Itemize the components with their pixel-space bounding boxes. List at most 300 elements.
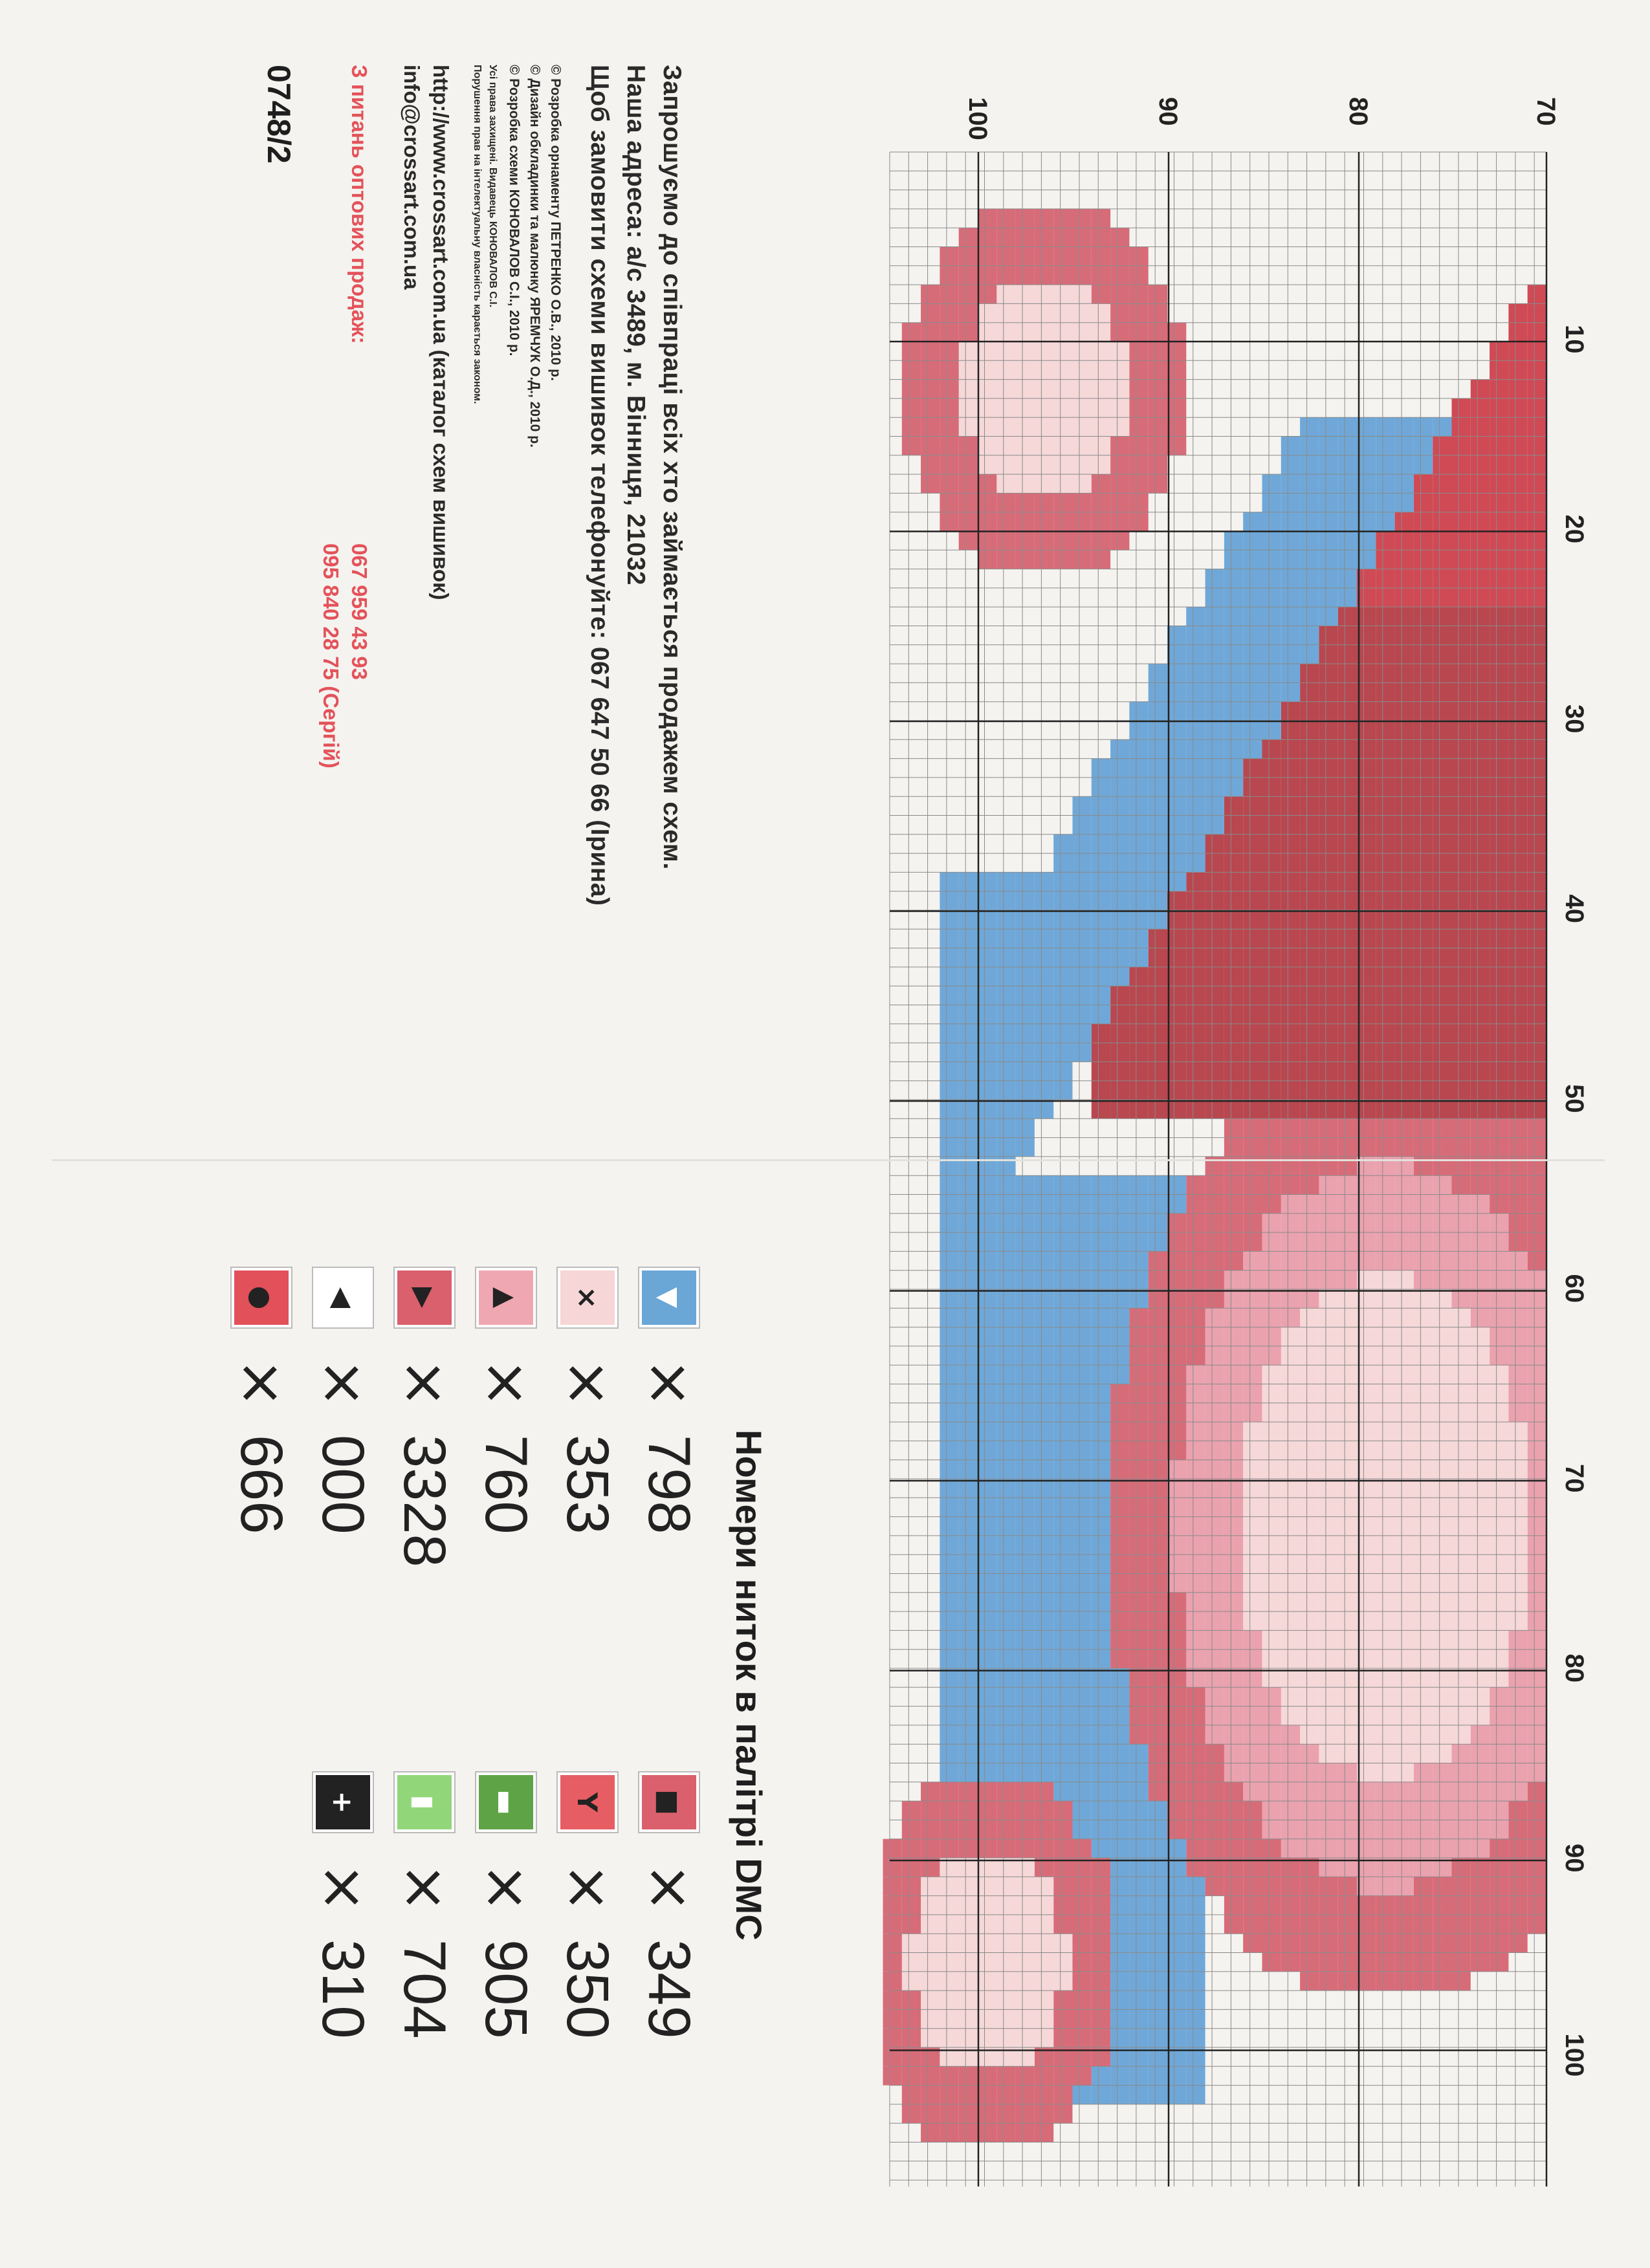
stitch-cell — [1167, 323, 1186, 342]
stitch-cell — [1319, 1081, 1337, 1100]
stitch-cell — [1035, 1043, 1053, 1062]
stitch-cell — [1129, 1327, 1148, 1346]
stitch-cell — [1243, 1498, 1262, 1516]
stitch-cell — [1281, 1915, 1300, 1934]
stitch-cell — [1167, 1574, 1186, 1593]
stitch-cell — [1092, 1687, 1110, 1706]
copyright-scheme: © Розробка схеми КОНОВАЛОВ С.І., 2010 р. — [507, 65, 522, 356]
stitch-cell — [1092, 1403, 1110, 1422]
stitch-cell — [1186, 1554, 1205, 1573]
stitch-cell — [1035, 967, 1053, 986]
stitch-cell — [902, 1990, 921, 2009]
stitch-cell — [1205, 948, 1224, 967]
stitch-cell — [959, 1934, 978, 1952]
stitch-cell — [1129, 1024, 1148, 1043]
stitch-cell — [1319, 948, 1337, 967]
stitch-cell — [1073, 1820, 1092, 1838]
stitch-cell — [1338, 645, 1357, 664]
stitch-cell — [1110, 1175, 1129, 1194]
stitch-cell — [1471, 682, 1490, 701]
stitch-cell — [940, 1308, 958, 1327]
stitch-cell — [1319, 417, 1337, 436]
stitch-cell — [1092, 1650, 1110, 1668]
stitch-cell — [1471, 721, 1490, 739]
stitch-cell — [921, 1896, 940, 1915]
address-text: Наша адреса: а/с 3489, м. Вінниця, 21032 — [622, 65, 650, 585]
stitch-cell — [978, 1763, 996, 1782]
stitch-cell — [959, 2009, 978, 2028]
stitch-cell — [1414, 1801, 1433, 1820]
stitch-cell — [978, 1118, 996, 1137]
stitch-cell — [921, 437, 940, 455]
stitch-cell — [1186, 929, 1205, 948]
stitch-cell — [1452, 664, 1471, 682]
stitch-cell — [1376, 1725, 1394, 1744]
stitch-cell — [1167, 1365, 1186, 1384]
stitch-cell — [1053, 1820, 1072, 1838]
stitch-cell — [1281, 1005, 1300, 1024]
stitch-cell — [940, 1687, 958, 1706]
stitch-cell — [1414, 1782, 1433, 1801]
stitch-cell — [1262, 664, 1281, 682]
legend-dmc-code: 000 — [310, 1435, 376, 1534]
stitch-cell — [1376, 1953, 1394, 1972]
stitch-cell — [1357, 474, 1376, 493]
stitch-cell — [996, 1005, 1015, 1024]
stitch-cell — [1319, 1138, 1337, 1157]
invitation-text: Запрошуємо до співпраці всіх хто займається продажем схем. — [658, 65, 686, 870]
stitch-cell — [1129, 342, 1148, 360]
stitch-cell — [940, 1460, 958, 1479]
stitch-cell — [1205, 834, 1224, 853]
stitch-cell — [1490, 1687, 1508, 1706]
stitch-cell — [1092, 1915, 1110, 1934]
legend-row — [553, 1268, 622, 1534]
stitch-cell — [902, 437, 921, 455]
stitch-cell — [1357, 1896, 1376, 1915]
stitch-cell — [1376, 948, 1394, 967]
stitch-cell — [1376, 682, 1394, 701]
stitch-cell — [1224, 1554, 1243, 1573]
stitch-cell — [1243, 948, 1262, 967]
stitch-cell — [978, 1554, 996, 1573]
stitch-cell — [1433, 1554, 1451, 1573]
stitch-cell — [978, 1365, 996, 1384]
stitch-cell — [1262, 1801, 1281, 1820]
stitch-cell — [978, 380, 996, 398]
stitch-cell — [1035, 1536, 1053, 1554]
stitch-cell — [1528, 1422, 1546, 1441]
stitch-cell — [959, 1877, 978, 1895]
stitch-cell — [1073, 1289, 1092, 1308]
stitch-cell — [1319, 1896, 1337, 1915]
stitch-cell — [1528, 569, 1546, 588]
stitch-cell — [1149, 1327, 1167, 1346]
stitch-cell — [1149, 816, 1167, 834]
stitch-cell — [1319, 1346, 1337, 1365]
stitch-cell — [921, 1839, 940, 1858]
stitch-cell — [1110, 1403, 1129, 1422]
stitch-cell — [1186, 853, 1205, 872]
stitch-cell — [1395, 1403, 1414, 1422]
stitch-cell — [1471, 1877, 1490, 1895]
stitch-cell — [1433, 1251, 1451, 1270]
stitch-cell — [1186, 1650, 1205, 1668]
stitch-cell — [1016, 417, 1035, 436]
stitch-cell — [1414, 550, 1433, 569]
stitch-cell — [1167, 398, 1186, 417]
stitch-cell — [1129, 1820, 1148, 1838]
stitch-cell — [1016, 2066, 1035, 2085]
stitch-cell — [978, 872, 996, 891]
stitch-cell — [1262, 1706, 1281, 1725]
stitch-cell — [1016, 1081, 1035, 1100]
stitch-cell — [1319, 1100, 1337, 1118]
stitch-cell — [1224, 739, 1243, 758]
stitch-cell — [1395, 569, 1414, 588]
stitch-cell — [1167, 1479, 1186, 1498]
stitch-cell — [1395, 1554, 1414, 1573]
stitch-cell — [1508, 607, 1527, 626]
stitch-cell — [1528, 1650, 1546, 1668]
stitch-cell — [978, 1005, 996, 1024]
stitch-cell — [940, 247, 958, 266]
stitch-cell — [1452, 1308, 1471, 1327]
stitch-cell — [1490, 872, 1508, 891]
stitch-cell — [1319, 739, 1337, 758]
stitch-cell — [1167, 739, 1186, 758]
stitch-cell — [1205, 1763, 1224, 1782]
stitch-cell — [1186, 1005, 1205, 1024]
legend-times-sign: × — [390, 1862, 459, 1913]
stitch-cell — [1338, 986, 1357, 1005]
stitch-cell — [1073, 303, 1092, 322]
stitch-cell — [1338, 1289, 1357, 1308]
stitch-cell — [940, 285, 958, 303]
stitch-cell — [1319, 986, 1337, 1005]
stitch-cell — [1376, 1062, 1394, 1080]
stitch-cell — [1129, 247, 1148, 266]
stitch-cell — [1186, 2009, 1205, 2028]
stitch-cell — [1414, 1384, 1433, 1403]
stitch-cell — [959, 2104, 978, 2123]
stitch-cell — [1129, 778, 1148, 796]
stitch-cell — [1110, 474, 1129, 493]
stitch-cell — [1129, 1593, 1148, 1611]
stitch-cell — [978, 455, 996, 474]
stitch-cell — [940, 1554, 958, 1573]
stitch-cell — [1471, 1289, 1490, 1308]
stitch-cell — [940, 929, 958, 948]
rights-law-text: Порушення прав на інтелектуальну власність карається законом. — [472, 65, 483, 404]
stitch-cell — [1300, 1384, 1319, 1403]
legend-swatch: + — [313, 1772, 373, 1832]
stitch-cell — [996, 967, 1015, 986]
stitch-cell — [1281, 1877, 1300, 1895]
stitch-cell — [1110, 816, 1129, 834]
stitch-cell — [1224, 1043, 1243, 1062]
stitch-cell — [1300, 929, 1319, 948]
stitch-cell — [1243, 569, 1262, 588]
stitch-cell — [1452, 739, 1471, 758]
stitch-cell — [1167, 1725, 1186, 1744]
stitch-cell — [1110, 1195, 1129, 1214]
stitch-cell — [1092, 1346, 1110, 1365]
stitch-cell — [959, 2029, 978, 2047]
stitch-cell — [1376, 1043, 1394, 1062]
stitch-cell — [1319, 853, 1337, 872]
stitch-cell — [1053, 1232, 1072, 1251]
stitch-cell — [1376, 1232, 1394, 1251]
stitch-cell — [1490, 1100, 1508, 1118]
stitch-cell — [1092, 266, 1110, 285]
stitch-cell — [1092, 948, 1110, 967]
stitch-cell — [1262, 1043, 1281, 1062]
stitch-cell — [1281, 1403, 1300, 1422]
stitch-cell — [1452, 929, 1471, 948]
stitch-cell — [1186, 759, 1205, 778]
stitch-cell — [1186, 1195, 1205, 1214]
stitch-cell — [1073, 285, 1092, 303]
stitch-cell — [1035, 303, 1053, 322]
stitch-cell — [1149, 1972, 1167, 1990]
stitch-cell — [996, 474, 1015, 493]
stitch-cell — [1300, 1346, 1319, 1365]
stitch-cell — [1376, 1839, 1394, 1858]
stitch-cell — [1281, 1593, 1300, 1611]
stitch-cell — [1053, 437, 1072, 455]
stitch-cell — [1300, 967, 1319, 986]
stitch-cell — [1129, 1195, 1148, 1214]
stitch-cell — [1092, 1517, 1110, 1536]
stitch-cell — [1262, 1536, 1281, 1554]
stitch-cell — [921, 303, 940, 322]
stitch-cell — [1433, 739, 1451, 758]
stitch-cell — [959, 1896, 978, 1915]
stitch-cell — [1224, 1346, 1243, 1365]
stitch-cell — [996, 1953, 1015, 1972]
stitch-cell — [1129, 1725, 1148, 1744]
stitch-cell — [1319, 664, 1337, 682]
stitch-cell — [1490, 853, 1508, 872]
stitch-cell — [1528, 1384, 1546, 1403]
col-axis-label: 10 — [1560, 325, 1589, 354]
stitch-cell — [1262, 1877, 1281, 1895]
stitch-cell — [959, 1687, 978, 1706]
stitch-cell — [1186, 1953, 1205, 1972]
stitch-cell — [1224, 986, 1243, 1005]
stitch-cell — [1338, 1877, 1357, 1895]
stitch-cell — [1319, 607, 1337, 626]
stitch-cell — [1357, 1839, 1376, 1858]
stitch-cell — [1016, 1118, 1035, 1137]
stitch-cell — [1508, 1574, 1527, 1593]
stitch-cell — [1319, 512, 1337, 531]
stitch-cell — [1053, 342, 1072, 360]
stitch-cell — [1357, 1687, 1376, 1706]
stitch-cell — [1490, 929, 1508, 948]
stitch-cell — [921, 417, 940, 436]
stitch-cell — [1357, 1934, 1376, 1952]
stitch-cell — [1338, 1422, 1357, 1441]
stitch-cell — [1073, 967, 1092, 986]
stitch-cell — [959, 285, 978, 303]
stitch-cell — [1016, 1611, 1035, 1630]
stitch-cell — [959, 417, 978, 436]
stitch-cell — [1262, 1839, 1281, 1858]
stitch-cell — [1092, 380, 1110, 398]
stitch-cell — [1319, 1801, 1337, 1820]
stitch-cell — [1224, 1896, 1243, 1915]
stitch-cell — [1129, 1536, 1148, 1554]
stitch-cell — [1433, 1043, 1451, 1062]
stitch-cell — [1149, 1574, 1167, 1593]
stitch-cell — [1110, 1498, 1129, 1516]
stitch-cell — [1528, 1896, 1546, 1915]
stitch-cell — [1452, 1536, 1471, 1554]
stitch-cell — [1243, 1554, 1262, 1573]
stitch-cell — [1300, 1650, 1319, 1668]
stitch-cell — [1319, 1214, 1337, 1232]
stitch-cell — [1073, 1953, 1092, 1972]
stitch-cell — [1376, 1100, 1394, 1118]
stitch-cell — [1205, 1005, 1224, 1024]
stitch-cell — [1357, 550, 1376, 569]
stitch-cell — [1016, 474, 1035, 493]
stitch-cell — [1186, 1877, 1205, 1895]
stitch-cell — [1053, 1195, 1072, 1214]
stitch-cell — [1471, 1479, 1490, 1498]
stitch-cell — [1186, 1517, 1205, 1536]
stitch-cell — [1016, 986, 1035, 1005]
stitch-cell — [1357, 626, 1376, 645]
stitch-cell — [1300, 1782, 1319, 1801]
stitch-cell — [1357, 1725, 1376, 1744]
stitch-cell — [1490, 1365, 1508, 1384]
stitch-cell — [1129, 1289, 1148, 1308]
stitch-cell — [959, 1214, 978, 1232]
stitch-cell — [1433, 1138, 1451, 1157]
stitch-cell — [996, 285, 1015, 303]
stitch-cell — [959, 1138, 978, 1157]
stitch-cell — [1281, 778, 1300, 796]
stitch-cell — [883, 1915, 902, 1934]
stitch-cell — [1433, 626, 1451, 645]
stitch-cell — [1205, 645, 1224, 664]
stitch-cell — [1129, 1081, 1148, 1100]
stitch-cell — [1092, 1611, 1110, 1630]
stitch-cell — [1053, 323, 1072, 342]
stitch-cell — [1129, 1650, 1148, 1668]
stitch-cell — [1395, 550, 1414, 569]
stitch-cell — [1528, 759, 1546, 778]
stitch-cell — [902, 1820, 921, 1838]
stitch-cell — [1357, 1043, 1376, 1062]
stitch-cell — [1035, 1801, 1053, 1820]
stitch-cell — [1452, 569, 1471, 588]
stitch-cell — [1395, 1574, 1414, 1593]
stitch-cell — [1433, 1934, 1451, 1952]
stitch-cell — [1110, 1706, 1129, 1725]
stitch-cell — [959, 1953, 978, 1972]
stitch-cell — [1300, 1953, 1319, 1972]
stitch-cell — [1508, 834, 1527, 853]
stitch-cell — [1205, 853, 1224, 872]
stitch-cell — [1092, 417, 1110, 436]
stitch-cell — [1376, 929, 1394, 948]
stitch-cell — [940, 342, 958, 360]
stitch-cell — [1357, 664, 1376, 682]
stitch-cell — [1471, 702, 1490, 721]
stitch-cell — [1035, 1554, 1053, 1573]
stitch-cell — [978, 1650, 996, 1668]
stitch-cell — [1338, 796, 1357, 815]
stitch-cell — [1281, 1308, 1300, 1327]
stitch-cell — [1129, 702, 1148, 721]
stitch-cell — [959, 1972, 978, 1990]
stitch-cell — [1205, 1100, 1224, 1118]
stitch-cell — [959, 872, 978, 891]
stitch-cell — [1053, 209, 1072, 228]
stitch-cell — [1110, 1251, 1129, 1270]
stitch-cell — [996, 1650, 1015, 1668]
stitch-cell — [1357, 1422, 1376, 1441]
website-link[interactable]: http://www.crossart.com.ua (каталог схем вишивок) — [429, 65, 453, 600]
stitch-cell — [1452, 1611, 1471, 1630]
stitch-cell — [1508, 1441, 1527, 1459]
stitch-cell — [1357, 1403, 1376, 1422]
stitch-cell — [1490, 759, 1508, 778]
stitch-cell — [1129, 455, 1148, 474]
stitch-cell — [1129, 948, 1148, 967]
stitch-cell — [1073, 398, 1092, 417]
stitch-cell — [1508, 1687, 1527, 1706]
stitch-cell — [1471, 437, 1490, 455]
stitch-cell — [1376, 664, 1394, 682]
legend-times-sign: × — [553, 1862, 622, 1913]
stitch-cell — [1224, 1611, 1243, 1630]
stitch-cell — [1262, 1479, 1281, 1498]
stitch-cell — [1395, 1915, 1414, 1934]
stitch-cell — [1092, 323, 1110, 342]
stitch-cell — [1092, 303, 1110, 322]
stitch-cell — [1092, 1801, 1110, 1820]
stitch-cell — [1205, 796, 1224, 815]
stitch-cell — [959, 1536, 978, 1554]
stitch-cell — [1281, 1611, 1300, 1630]
stitch-cell — [902, 2086, 921, 2104]
stitch-cell — [1471, 512, 1490, 531]
stitch-cell — [1338, 778, 1357, 796]
stitch-cell — [1414, 1934, 1433, 1952]
stitch-cell — [902, 380, 921, 398]
stitch-cell — [1035, 2123, 1053, 2142]
stitch-cell — [1129, 266, 1148, 285]
stitch-cell — [1452, 1081, 1471, 1100]
legend-swatch: ■ — [639, 1772, 699, 1832]
stitch-cell — [1016, 285, 1035, 303]
stitch-cell — [1471, 1043, 1490, 1062]
stitch-cell — [1376, 1081, 1394, 1100]
email-link[interactable]: info@crossart.com.ua — [400, 65, 424, 290]
stitch-cell — [1110, 493, 1129, 512]
stitch-cell — [1053, 1574, 1072, 1593]
stitch-cell — [1167, 1990, 1186, 2009]
stitch-cell — [1129, 398, 1148, 417]
stitch-cell — [1319, 816, 1337, 834]
stitch-cell — [1281, 1441, 1300, 1459]
stitch-cell — [996, 2009, 1015, 2028]
